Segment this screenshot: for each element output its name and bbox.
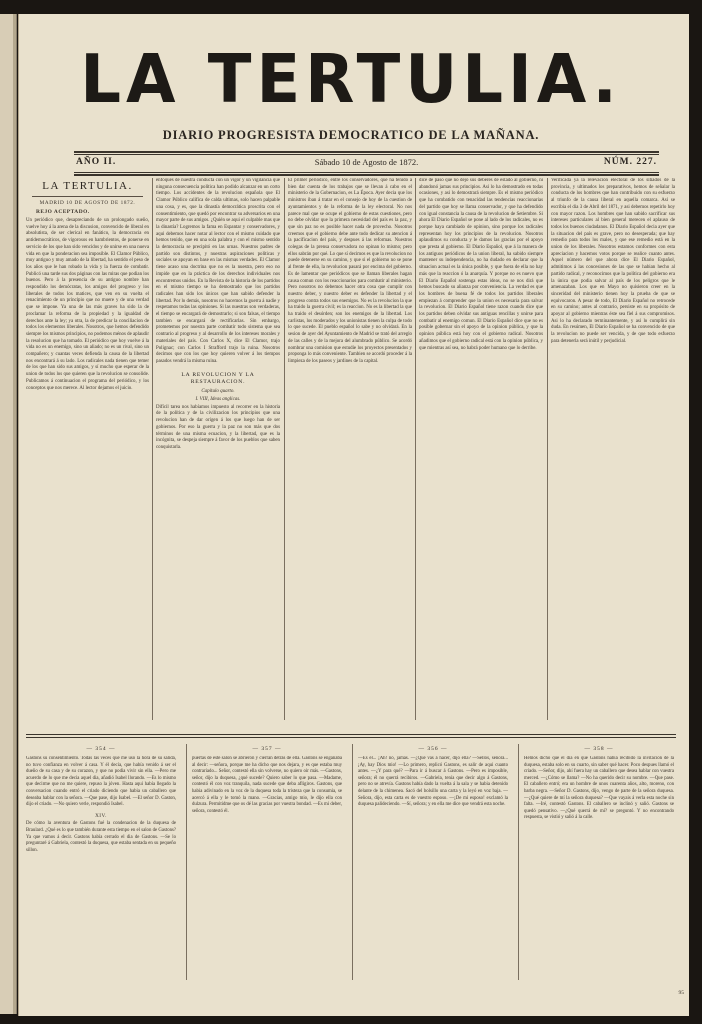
folletin-separator-thin <box>26 737 676 738</box>
issue-info-bar <box>74 157 659 171</box>
folletin-column-3 <box>358 756 508 978</box>
column-2 <box>156 178 280 720</box>
page-number: 95 <box>678 990 684 996</box>
issue-year: AÑO II. <box>76 157 117 167</box>
folletin-page-3: — 356 — <box>418 746 448 752</box>
folletin-divider-3 <box>518 744 519 980</box>
column-divider-2 <box>284 178 285 720</box>
column-3-body: El primer periódico, entre los conservadores, que ha tenido á bien dar cuenta de los trabajos que se llevan á cabo en el ministerio de la Gobernacion, es La Época. Ayer decia que los ministros iban á tratar en el consejo de hoy de la cuestion de ayuntamientos y de la reforma de la ley electoral. No nos parece mal que se ocupe el gobierno de estas cuestiones, pero no debe olvidar que la primera necesidad del país es la paz, y que sin paz no es posible hacer nada de provecho. Nosotros creemos que el gobierno debe ante todo dedicar su atencion á la pacificacion del país, y despues á las reformas. Nuestros colegas de la prensa conservadora no opinan lo mismo; pero ellos sabrán por qué. Lo que sí decimos es que la revolucion no puede detenerse en su camino, y que si el gobierno no se pone al frente de ella, la revolucion pasará por encima del gobierno. Es de lamentar que periódicos que se llaman liberales hagan causa comun con los reaccionarios para combatir al ministerio. Pero nosotros no debemos hacer otra cosa que cumplir con nuestro deber, y nuestro deber es defender la libertad y el progreso contra todos sus enemigos. No es la revolucion la que ha traido la guerra civil; es la reaccion. No es la libertad la que ha traido el desórden; son los enemigos de la libertad. Los carlistas, los moderados y los unionistas tienen la culpa de todo lo que sucede. El pueblo español lo sabe y no olvidará. En la sesion de ayer del Ayuntamiento de Madrid se trató del arreglo de las calles y de la mejora del alumbrado público. Se acordó nombrar una comision que estudie los proyectos presentados y proponga lo más conveniente. Tambien se acordó proceder á la limpieza de los paseos y jardines de la capital. <box>288 178 412 364</box>
column-4 <box>419 178 543 720</box>
masthead-rule-top <box>74 151 659 153</box>
folletin-divider-1 <box>186 744 187 980</box>
column-1-heading: LA TERTULIA. <box>42 180 133 192</box>
previous-page-edge <box>0 14 17 1014</box>
column-1-subheading: REJO ACEPTADO. <box>36 209 90 215</box>
folletin-column-1 <box>26 756 176 978</box>
folletin-separator <box>26 734 676 735</box>
column-1-body: Un periódico que, desapreciando de un prolongado sueño, vuelve hoy á la arena de la discusion, convencido de liberal en absolutista, de ser clerical en fanático, la democracia en antidemocráticos, de vigorosos en hambrientos, de ponerse en servicio de los que han sido vencidos y de unirse en una nueva vida en que la ponderacion sea imposible. El Clamor Público, muy antiguo y muy amado de la libertad, ha sentido el peso de los años que le han robado la vida y la fuerza de combatir. Publicó una tarde sus dos páginas con las miras que podian los buenos. Pero á la presencia de su antiguo nombre han respondido los demócratas, los amigos del progreso y los liberales de todos los matices, que ven en su vuelta el renacimiento de un principio que no muere y de una verdad que se impone. Ya una de las más graves ha sido la de proclamar la reforma de la propiedad y la igualdad de derechos ante la ley; ya otra, la de predicar la conciliacion de todos los elementos liberales. Nosotros, que hemos defendido siempre los mismos principios, no podemos ménos de aplaudir la resolucion que ha tomado. El periódico que hoy vuelve á la vida no es un enemigo, sino un aliado; no es un rival, sino un compañero; y cuantas veces defienda la causa de la libertad nos encontrará á su lado. Los radicales nada tienen que temer de los que han sido sus amigos, y sí mucho que esperar de la union de todos los que quieren que la revolucion se consolide. Publicamos á continuacion el programa del periódico, y los conceptos que nos merece. Al lector dejamos el juicio. <box>26 218 149 391</box>
folletin-page-2: — 357 — <box>252 746 282 752</box>
folletin-column-1-body: Gastons su consentimiento. Todas las veces que me usó la hora de su salida, no tuvo confianza en volver á casa. Y él decía, que había venido á ser el dueño de su casa y de su corazon, y que no podia vivir sin ella. —Pero me acuerdo de lo que me decia aquel dia, añadió Isabel llorando. —Es lo mismo que decirme que no me quiere, repuso la jóven. Hasta aqui había llegado la conversacion cuando entró el criado diciendo que habia un caballero que deseaba hablar con la señora. —Que pase, dijo Isabel. —El señor D. Gaston, dijo el criado. —No quiero verle, respondió Isabel. <box>26 756 176 808</box>
column-2-body-2: Difícil tarea nos habíamos impuesto al recorrer en la historia de la política y de la civilizacion los principios que una revolucion han de dar origen á los que luego han de ser gobiernos. Por eso la guerra y la paz no son más que dos términos de una misma ecuacion, y la libertad, que es la incógnita, se despeja siempre á favor de los pueblos que saben conquistarla. <box>156 404 280 450</box>
column-divider-1 <box>152 178 153 720</box>
column-5 <box>551 178 675 720</box>
masthead-subtitle: DIARIO PROGRESISTA DEMOCRATICO DE LA MAÑANA. <box>162 128 540 142</box>
column-4-body: dice de paso que no dejó sus deberes de estado al gobierno, ni abandonó jamas sus principios. Asi lo ha demostrado en todas ocasiones, y asi lo demostrará siempre. Es el mismo periódico que ha combatido con tenacidad las tendencias reaccionarias del partido que hoy se llama conservador, y que ha defendido con igual constancia la causa de la revolucion de Setiembre. Si ahora El Diario Español se pone al lado de los radicales, no es porque haya cambiado de opinion, sino porque los radicales representan hoy los principios de la revolucion. Nosotros aplaudimos su conducta y le damos las gracias por el apoyo que presta al gobierno. El Diario Español, que á la manera de los antiguos periódicos de la union liberal, ha sabido siempre mantener su independencia, no ha dudado en declarar que la situacion actual es la única posible, y que fuera de ella no hay más que la reaccion ó la anarquía. Y porque no es nuevo que El Diario Español sostenga estas ideas, no se nos dirá que hemos buscado su alianza por conveniencia. La verdad es que los hombres de buena fé de todos los partidos liberales empiezan á comprender que la union es necesaria para salvar la revolucion. El Diario Español tiene razon cuando dice que los partidos deben olvidar sus antiguas rencillas y unirse para combatir al enemigo comun. El Diario Español dice que no es posible gobernar sin el apoyo de la opinion pública, y que la opinion pública está hoy con el gobierno radical. Nosotros añadimos que el gobierno radical está con la opinion pública, y que mientras así sea, no habrá poder humano que lo derribe. <box>419 178 543 351</box>
infobar-rule-bottom <box>74 174 659 176</box>
column-2-chapter-label: Capítulo quarto. <box>201 388 235 394</box>
folletin-page-4: — 358 — <box>584 746 614 752</box>
column-1 <box>26 178 149 720</box>
folletin-chapter: XIV. <box>95 812 107 819</box>
issue-number: NÚM. 227. <box>603 157 657 167</box>
folletin-column-4 <box>524 756 674 978</box>
folletin-page-1: — 354 — <box>86 746 116 752</box>
column-2-body: enfoques de nuestra conducta con un vigor y un vigilancia que ninguna consecuencia política han podido alcanzar en un corto tiempo. Los accidentes de la revolucion española que El Clamor Público califica de calda ultimas, solo hacen palpable una cosa, y es, que la dinastía democrática proscrita con el consentimiento, que quedó por encontrar su adversarios en una mayor parte de sus amigos. ¿Quién se aqui el culpable mas que la dinastía? Logremos la fama en Espantar y conservadores, y aqui debemos hacer notar al lector con el mismo cuidado que hemos tenido, que en una sola palabra y con el mismo sentido la democracia se precipitó en las urnas. Nuestros padres de partido son distintos, y nuestras aspiraciones políticas y sociales se apoyan en base en las mismas verdades. El Clamor tiene acaso una doctrina que no es la nuestra, pero eso no impide que en la práctica de los derechos individuales nos encontremos unidos. En la Revista de la historia de los partidos en el mismo tiempo se ha demostrado que los partidos radicales han sido los únicos que han sabido defender la libertad. Por lo demás, nosotros no hacemos la guerra á nadie y respetamos todas las opiniones. Si las nuestras son verdaderas, el tiempo se encargará de demostrarlo; si son falsas, el tiempo tambien se encargará de rectificarlas. Sin embargo, prometemos por nuestra parte combatir todo sistema que sea contrario al progreso y al desarrollo de los intereses morales y materiales del país. Con Carlos X, dice El Clamor, trajo Polignac; con Carlos I Strafford trajo la ruina. Nosotros decimos que con los que hoy quieren volver á los tiempos pasados vendrá la misma ruina. <box>156 178 280 364</box>
folletin-column-4-body: Hemos dicho que el dia en que Gastons había recibido la invitacion de la duquesa, estaba solo en su cuarto, sin saber qué hacer. Poco despues llamó el criado. —Señor, dijo, ahí fuera hay un caballero que desea hablar con vuestra merced. —¿Cómo se llama? —No ha querido decir su nombre. —Que pase. El caballero entró; era un hombre de unos cuarenta años, alto, moreno, con barba negra. —Señor D. Gastons, dijo, vengo de parte de la señora duquesa. —¿Qué quiere de mí la señora duquesa? —Que vayais á verla esta noche sin falta. —Iré, contestó Gastons. El caballero se inclinó y salió. Gastons se quedó pensativo. —¿Qué querrá de mí? se preguntó. Y no encontrando respuesta, se vistió y salió á la calle. <box>524 756 674 821</box>
folletin-column-1-body-2: De cómo la aventura de Gastons fué la condenacion de la duquesa de Braulard. ¿Qué es lo que también durante esta tiempo en el salon de Gastons? Ya que vamos á decir. Gastons había cerrado el dia de Gastons. —Se lo preguntaré á Gabriela, contestó la duquesa, que estaba sentada en su pequeño sillon. <box>26 821 176 853</box>
issue-date: Sábado 10 de Agosto de 1872. <box>314 157 419 167</box>
column-5-body: Verificada ya la relevacion electoral de los sitiados de la provincia, y ultimados los preparativos, hemos de señalar la conducta de los hombres que han contribuido con su esfuerzo al triunfo de la causa liberal en aquella comarca. Asi se escribia el dia 3 de Abril del 1871, y asi debemos repetirlo hoy con mayor razon. Los hombres que han sabido sacrificar sus intereses particulares al bien general merecen el aplauso de todos los buenos ciudadanos. El Diario Español decia ayer que la situacion del país es grave, pero no desesperada; que hay remedio para todos los males, y que ese remedio está en la union de los liberales. Nosotros estamos conformes con esta apreciacion y hacemos votos porque se realice cuanto antes. Aquel número del que ahora dice El Diario Español, admitimos á las concesiones de las que se habian hecho al partido radical, y reconocimos que la política del gobierno era la única que podia salvar al país de los peligros que le amenazaban. Los que en Mayo no quisieron creer en la sinceridad del ministerio tienen hoy la prueba de que se equivocaron. A pesar de todo, El Diario Español no retrocede en su camino; antes al contrario, persiste en su propósito de apoyar al gobierno mientras éste sea fiel á sus compromisos. Asi lo ha declarado terminantemente, y asi lo cumplirá sin duda. En resúmen, El Diario Español se ha convencido de que la revolucion no puede ser vencida, y de que todo esfuerzo para detenerla será inútil y perjudicial. <box>551 178 675 344</box>
column-divider-3 <box>415 178 416 720</box>
column-1-dateline: MADRID 10 DE AGOSTO DE 1872. <box>39 200 136 206</box>
infobar-rule-bottom-thin <box>74 172 659 173</box>
column-2-chapter-sub: I. VIII, Ideas anglicas. <box>195 397 241 403</box>
masthead-title: LA TERTULIA. <box>80 41 622 119</box>
masthead-rule-top-thin <box>74 154 659 155</box>
column-2-section-title: LA REVOLUCION Y LA RESTAURACION. <box>181 371 255 385</box>
column-3 <box>288 178 412 720</box>
column-divider-4 <box>547 178 548 720</box>
column-1-heading-rule <box>32 196 143 197</box>
folletin-column-2-body: puertas de este salon se abrieron y cierran detrás de ella. Gastons se engañaba al decir: —señora, porque me ha dicho que nos dejara, y es que estaba muy contrariado... Señor, contestó ella sin volverse, no quiero oir más. —Gastons, señor, dijo la duquesa, ¿qué sucede? Quiero saber lo que pasa. —Madame, contestó él con voz tranquila, nada sucede que deba afligiros. Gastons, que habia adivinado en la voz de la duquesa toda la tristeza que la consumia, se acercó á ella y le tomó la mano. —Gracias, amigo mio, le dijo ella con dulzura. Permitidme que os dé las gracias por vuestra bondad. —Es mi deber, señora, contestó él. <box>192 756 342 814</box>
folletin-divider-2 <box>352 744 353 980</box>
folletin-column-2 <box>192 756 342 978</box>
folletin-column-3-body: —Es él... ¡Ah! no, jamás. —¿Qué vas á hacer, dijo ella? —Sellos, señora... ¡Ay, hay Dios mio! —Lo primero, replicó Gastons, es salir de aqui cuanto antes. —¿Y para qué? —Para ir á buscar á Gastons. —Pero es imposible, señora; él no querrá recibiros. —Gabriela, tenía que decir algo á Gastons, pero no se atrevía. Gastons había dado la vuelta á la sala y se habia detenido delante de la chimenea. Sacó del bolsillo una carta y la leyó en voz baja. —Señora, dijo, esta carta es de vuestro esposo. —¡De mi esposo! exclamó la duquesa palideciendo. —Sí, señora; y en ella me dice que vendrá esta noche. <box>358 756 508 808</box>
